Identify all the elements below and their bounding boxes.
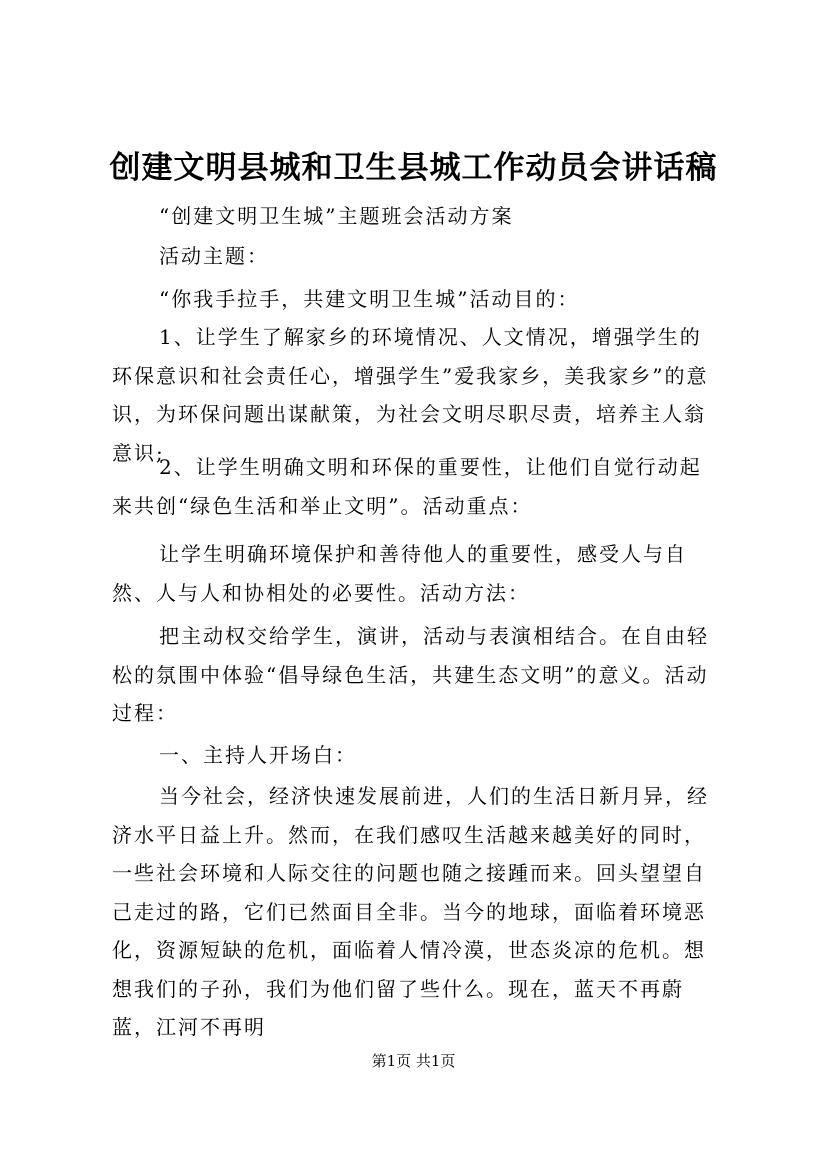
paragraph-5: 2、让学生明确文明和环保的重要性，让他们自觉行动起来共创“绿色生活和举止文明”。活动重点： [112, 455, 702, 518]
page-footer: 第1页 共1页 [371, 1052, 456, 1070]
paragraph-4: 1、让学生了解家乡的环境情况、人文情况，增强学生的环保意识和社会责任心，增强学生”爱我家乡，美我家乡”的意识，为环保问题出谋献策，为社会文明尽职尽责，培养主人翁意识; [112, 325, 709, 465]
paragraph-1: “创建文明卫生城”主题班会活动方案 [159, 204, 514, 228]
paragraph-2: 活动主题： [159, 244, 269, 268]
paragraph-8: 一、主持人开场白： [159, 743, 357, 767]
document-title: 创建文明县城和卫生县城工作动员会讲话稿 [109, 150, 718, 186]
paragraph-6: 让学生明确环境保护和善待他人的重要性，感受人与自然、人与人和协相处的必要性。活动方法： [112, 542, 687, 605]
paragraph-3: “你我手拉手，共建文明卫生城”活动目的： [159, 287, 580, 311]
paragraph-7: 把主动权交给学生，演讲，活动与表演相结合。在自由轻松的氛围中体验“倡导绿色生活，共建生态文明”的意义。活动过程： [112, 624, 709, 725]
paragraph-9: 当今社会，经济快速发展前进，人们的生活日新月异，经济水平日益上升。然而，在我们感叹生活越来越美好的同时，一些社会环境和人际交往的问题也随之接踵而来。回头望望自己走过的路，它们已然面目全非。当今的地球，面临着环境恶化，资源短缺的危机，面临着人情冷漠，世态炎凉的危机。想想我们的子孙，我们为他们留了些什么。现在，蓝天不再蔚蓝，江河不再明 [112, 784, 709, 1039]
